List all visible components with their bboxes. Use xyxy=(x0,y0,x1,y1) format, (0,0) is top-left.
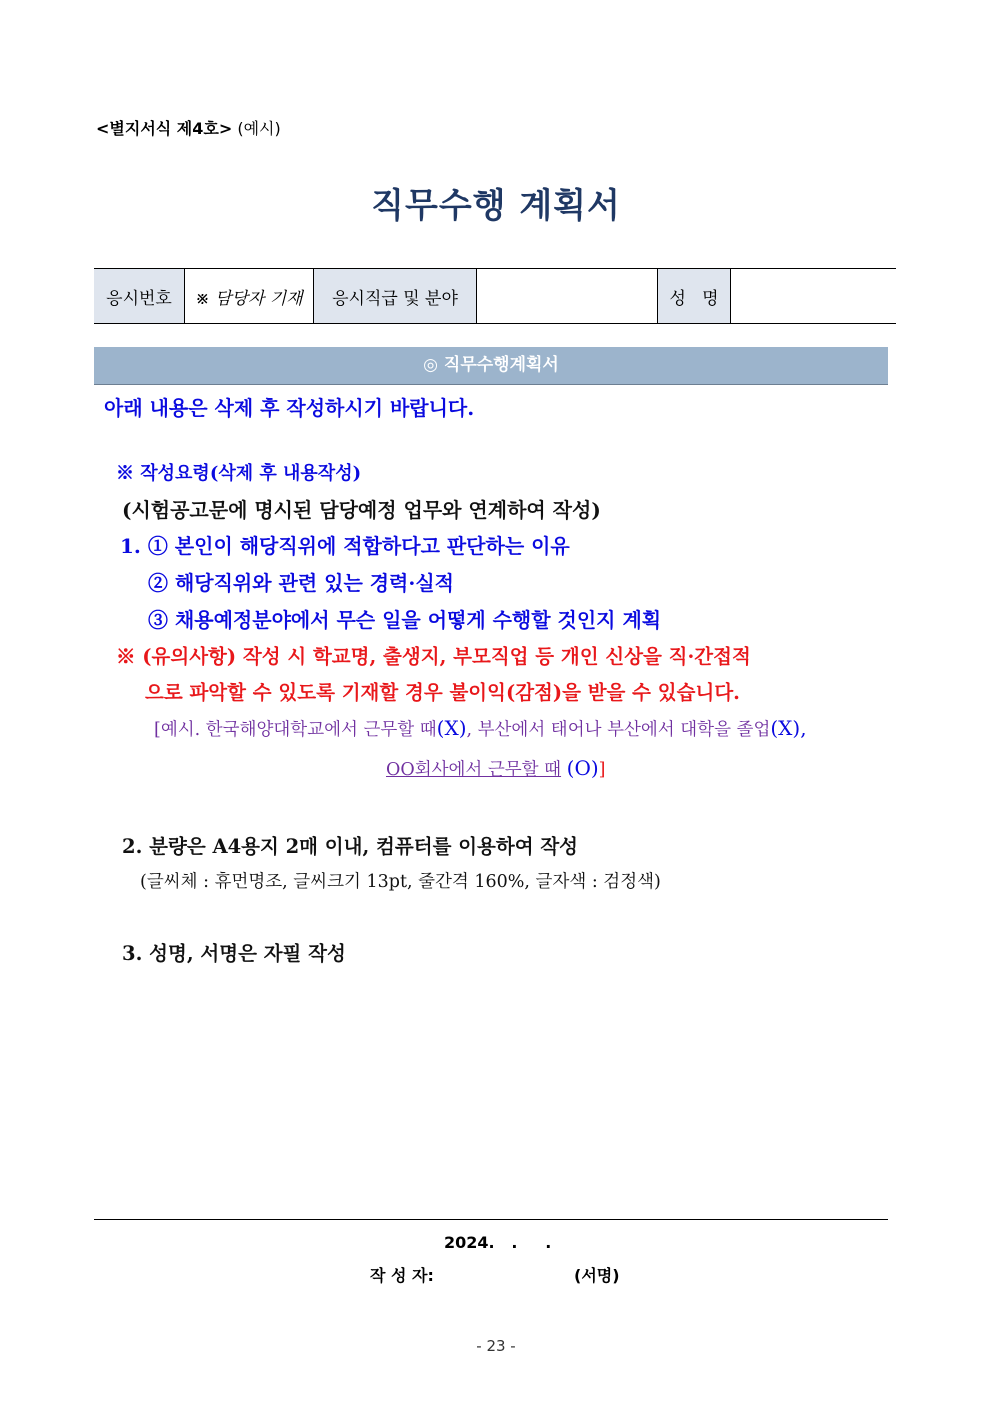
form-label xyxy=(96,116,281,139)
example-line-2 xyxy=(386,756,605,781)
guide-item-2: 2. 분량은 A4용지 2매 이내, 컴퓨터를 이용하여 작성 xyxy=(122,835,578,858)
guide-item-1-3: ③ 채용예정분야에서 무슨 일을 어떻게 수행할 것인지 계획 xyxy=(148,608,662,632)
example-1-text-mid: , 부산에서 태어나 부산에서 대학을 졸업 xyxy=(466,720,771,740)
example-1-text: [예시. 한국해양대학교에서 근무할 때 xyxy=(154,720,437,740)
date-field: 2024. . . xyxy=(444,1233,552,1252)
guide-item-2-detail: (글씨체 : 휴먼명조, 글씨크기 13pt, 줄간격 160%, 글자색 : 검정색) xyxy=(140,872,661,892)
position-label: 응시직급 및 분야 xyxy=(314,269,477,324)
caution-line-2: 으로 파악할 수 있도록 기재할 경우 불이익(감점)을 받을 수 있습니다. xyxy=(145,681,740,704)
caution-line-1: ※ (유의사항) 작성 시 학교명, 출생지, 부모직업 등 개인 신상을 직·간접적 xyxy=(116,645,751,668)
form-note: (예시) xyxy=(237,119,281,138)
applicant-info-table xyxy=(94,268,896,324)
example-2-o-mark: (O) xyxy=(566,756,599,780)
exam-number-label: 응시번호 xyxy=(94,269,185,324)
form-number: <별지서식 제4호> xyxy=(96,119,233,138)
page-number: - 23 - xyxy=(476,1337,516,1355)
signature-label: (서명) xyxy=(574,1266,620,1285)
guide-subtitle: (시험공고문에 명시된 담당예정 업무와 연계하여 작성) xyxy=(122,498,601,522)
example-1-x-mark-2: (X), xyxy=(770,716,807,740)
delete-notice: 아래 내용은 삭제 후 작성하시기 바랍니다. xyxy=(104,396,475,420)
page-title: 직무수행 계획서 xyxy=(371,186,621,226)
guide-item-1-1: 1. ① 본인이 해당직위에 적합하다고 판단하는 이유 xyxy=(120,534,570,558)
example-2-text: OO회사에서 근무할 때 xyxy=(386,760,562,780)
guide-title: ※ 작성요령(삭제 후 내용작성) xyxy=(116,463,362,484)
name-label: 성 명 xyxy=(658,269,731,324)
example-line-1 xyxy=(154,716,807,741)
example-1-x-mark: (X) xyxy=(436,716,467,740)
table-row xyxy=(94,269,896,324)
name-value-field[interactable] xyxy=(731,269,897,324)
guide-item-1-2: ② 해당직위와 관련 있는 경력·실적 xyxy=(148,571,454,595)
section-heading: ◎ 직무수행계획서 xyxy=(94,347,888,385)
guide-item-3: 3. 성명, 서명은 자필 작성 xyxy=(122,942,346,965)
author-label: 작 성 자: xyxy=(370,1266,434,1285)
position-value-field[interactable] xyxy=(477,269,658,324)
example-2-bracket: ] xyxy=(598,760,606,780)
exam-number-value: ※ 담당자 기재 xyxy=(185,269,314,324)
footer-divider xyxy=(94,1219,888,1220)
